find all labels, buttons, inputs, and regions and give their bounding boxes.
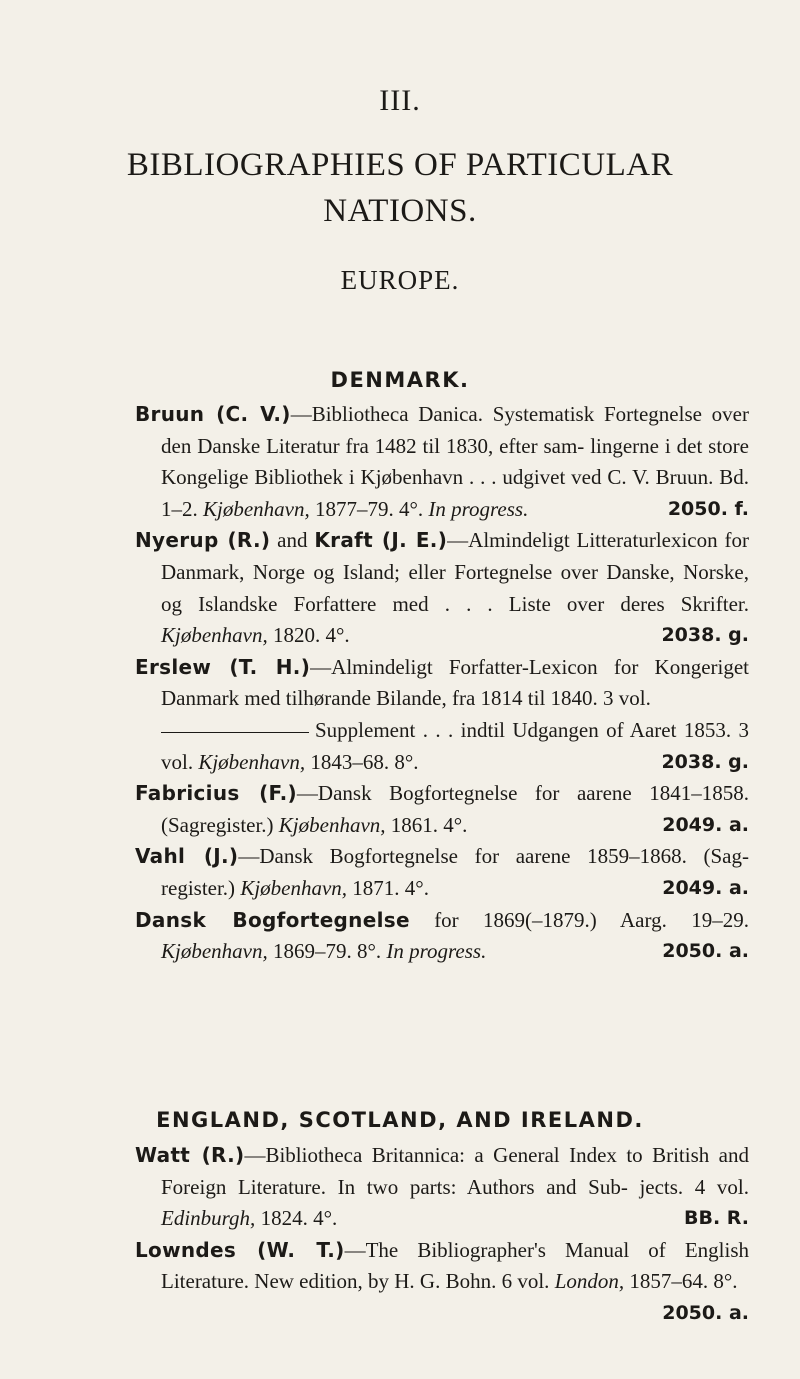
- entry-coauthor: Kraft (J. E.): [314, 528, 448, 553]
- title-line-1: BIBLIOGRAPHIES OF PARTICULAR: [126, 147, 674, 183]
- shelf-mark: 2049. a.: [662, 876, 749, 899]
- england-entries: [0, 1140, 800, 1330]
- section-heading-england: ENGLAND, SCOTLAND, AND IRELAND.: [156, 1108, 644, 1132]
- bibliography-entry: [135, 399, 749, 525]
- chapter-numeral: III.: [379, 84, 421, 117]
- bibliography-entry: [135, 1235, 749, 1324]
- section-heading-denmark: DENMARK.: [330, 368, 470, 392]
- entry-place: Kjøbenhavn,: [161, 623, 268, 648]
- entry-author: Vahl (J.): [135, 844, 239, 869]
- entry-date: 1857–64. 8°.: [624, 1269, 738, 1294]
- bibliography-entry: [135, 905, 749, 968]
- entry-author: Fabricius (F.): [135, 781, 297, 806]
- entry-conjunction: and: [270, 528, 315, 553]
- entry-supplement: Supplement . . . indtil Udgangen of Aaret 1853. 3 vol.: [161, 717, 749, 774]
- entry-place: Kjøbenhavn,: [161, 939, 268, 964]
- entry-text: —The Bibliographer's Manual of English Literature. New edition, by H. G. Bohn. 6 vol.: [161, 1237, 749, 1294]
- entry-text: for 1869(–1879.) Aarg. 19–29.: [409, 907, 749, 932]
- entry-text: —Bibliotheca Britannica: a General Index to British and Foreign Literature. In two parts: Authors and Sub- jects. 4 vol.: [161, 1143, 750, 1199]
- entry-date: 1869–79. 8°.: [267, 939, 387, 964]
- entry-author: Dansk Bogfortegnelse: [135, 907, 410, 932]
- entry-text: —Almindeligt Litteraturlexicon for Danmark, Norge og Island; eller Fortegnelse over Danske, Norske, og Islandske Forfattere med . . . Liste over deres Skrifter.: [161, 528, 749, 616]
- entry-place: Kjøbenhavn,: [278, 812, 386, 837]
- shelf-mark: 2050. a.: [662, 940, 749, 963]
- bibliography-entry: [135, 525, 749, 651]
- shelf-mark: 2050. f.: [667, 497, 749, 520]
- entry-text: —Dansk Bogfortegnelse for aarene 1841–1858. (Sagregister.): [161, 781, 750, 837]
- entry-status: In progress.: [428, 496, 529, 521]
- bibliography-entry: [135, 841, 749, 904]
- entry-date: 1871. 4°.: [347, 875, 429, 900]
- entry-author: Bruun (C. V.): [135, 402, 291, 426]
- shelf-mark: 2038. g.: [661, 750, 749, 773]
- entry-text: —Bibliotheca Danica. Systematisk Fortegnelse over den Danske Literatur fra 1482 til 1830, efter sam- lingerne i det store Kongelige Bibliothek i Kjøbenhavn . . . udgivet ved C. V. Bruun. Bd. 1–2.: [161, 402, 749, 521]
- entry-date: 1824. 4°.: [255, 1206, 338, 1231]
- denmark-entries: [0, 399, 800, 968]
- bibliography-entry: [135, 778, 749, 841]
- title-line-2: NATIONS.: [323, 193, 477, 229]
- region-heading: EUROPE.: [340, 265, 460, 295]
- entry-date: 1820. 4°.: [267, 623, 350, 648]
- entry-place: Edinburgh,: [161, 1206, 256, 1231]
- ditto-rule: [161, 732, 309, 733]
- entry-date: 1877–79. 4°.: [309, 496, 429, 521]
- bibliography-entry: [135, 652, 749, 778]
- entry-text: —Almindeligt Forfatter-Lexicon for Kongeriget Danmark med tilhørande Bilande, fra 1814 til 1840. 3 vol.: [161, 654, 750, 711]
- entry-date: 1861. 4°.: [385, 812, 468, 837]
- shelf-mark: 2049. a.: [662, 813, 749, 836]
- entry-place: Kjøbenhavn,: [198, 749, 306, 774]
- entry-author: Lowndes (W. T.): [135, 1237, 345, 1262]
- page-title: [0, 142, 800, 234]
- shelf-mark: 2050. a.: [662, 1301, 749, 1324]
- entry-author: Nyerup (R.): [135, 528, 271, 553]
- entry-author: Watt (R.): [135, 1143, 245, 1167]
- shelf-mark: 2038. g.: [661, 624, 749, 647]
- entry-author: Erslew (T. H.): [135, 654, 311, 679]
- entry-place: Kjøbenhavn,: [203, 496, 310, 521]
- entry-place: London,: [554, 1269, 625, 1294]
- entry-date: 1843–68. 8°.: [305, 749, 419, 774]
- entry-status: In progress.: [386, 939, 487, 964]
- bibliography-entry: [135, 1140, 749, 1235]
- shelf-mark: BB. R.: [684, 1207, 749, 1230]
- entry-text: —Dansk Bogfortegnelse for aarene 1859–1868. (Sag- register.): [161, 844, 749, 900]
- entry-place: Kjøbenhavn,: [240, 875, 348, 900]
